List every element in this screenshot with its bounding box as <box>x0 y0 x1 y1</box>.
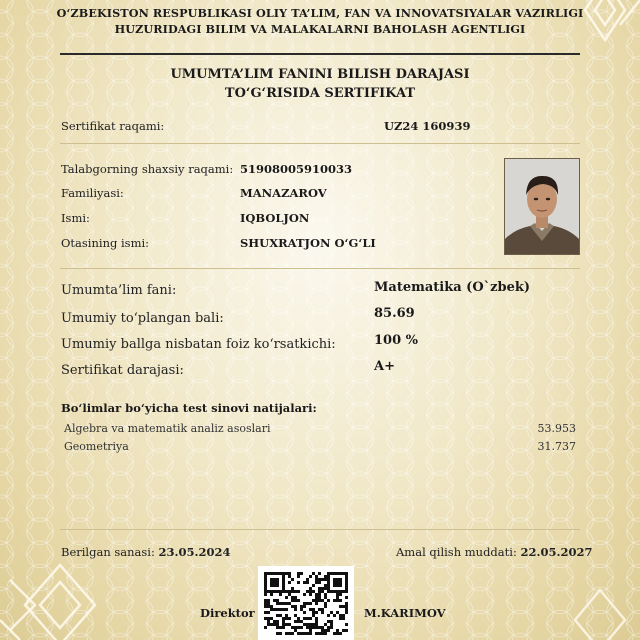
total-score-label: Umumiy to‘plangan bali: <box>61 311 224 326</box>
issue-date-value: 23.05.2024 <box>158 545 231 559</box>
certificate-number-value: UZ24 160939 <box>384 119 471 133</box>
divider <box>60 529 580 530</box>
personal-id-label: Talabgorning shaxsiy raqami: <box>61 162 234 176</box>
surname-label: Familiyasi: <box>61 186 124 200</box>
patronymic-label: Otasining ismi: <box>61 236 150 250</box>
certificate-title-line1: UMUMTA’LIM FANINI BILISH DARAJASI <box>170 67 470 82</box>
first-name-label: Ismi: <box>61 211 90 225</box>
corner-ornament-bottom-right <box>560 580 640 640</box>
certificate-level-value: A+ <box>374 359 395 374</box>
director-name: M.KARIMOV <box>364 606 446 620</box>
total-score-value: 85.69 <box>374 306 415 321</box>
issue-date-label: Berilgan sanasi: <box>61 545 155 559</box>
personal-id-value: 51908005910033 <box>240 162 353 176</box>
header-divider <box>60 53 580 55</box>
corner-ornament-bottom-left <box>0 560 130 640</box>
qr-code <box>258 566 354 640</box>
subject-value: Matematika (O`zbek) <box>374 280 531 295</box>
certificate-level-label: Sertifikat darajasi: <box>61 363 184 378</box>
valid-until-value: 22.05.2027 <box>520 545 593 559</box>
sections-title: Bo‘limlar bo‘yicha test sinovi natijalari: <box>61 401 317 415</box>
section-name: Algebra va matematik analiz asoslari <box>64 422 271 435</box>
percentage-value: 100 % <box>374 333 419 348</box>
subject-label: Umumta’lim fani: <box>61 283 177 298</box>
surname-value: MANAZAROV <box>240 186 327 200</box>
valid-until <box>396 545 593 559</box>
section-score: 53.953 <box>537 422 576 435</box>
header-ministry: O‘ZBEKISTON RESPUBLIKASI OLIY TA’LIM, FAN VA INNOVATSIYALAR VAZIRLIGI <box>56 6 584 20</box>
divider <box>60 268 580 269</box>
valid-until-label: Amal qilish muddati: <box>396 545 517 559</box>
header-agency: HUZURIDAGI BILIM VA MALAKALARNI BAHOLASH AGENTLIGI <box>114 22 526 36</box>
issue-date <box>61 545 231 559</box>
percentage-label: Umumiy ballga nisbatan foiz ko‘rsatkichi: <box>61 337 336 352</box>
certificate-number-label: Sertifikat raqami: <box>61 119 165 133</box>
director-label: Direktor <box>200 606 255 620</box>
section-score: 31.737 <box>537 440 576 453</box>
divider <box>60 143 580 144</box>
patronymic-value: SHUXRATJON O‘G‘LI <box>240 236 376 250</box>
first-name-value: IQBOLJON <box>240 211 310 225</box>
section-name: Geometriya <box>64 440 129 453</box>
certificate-title-line2: TO‘G‘RISIDA SERTIFIKAT <box>224 86 416 101</box>
student-photo <box>504 158 580 255</box>
